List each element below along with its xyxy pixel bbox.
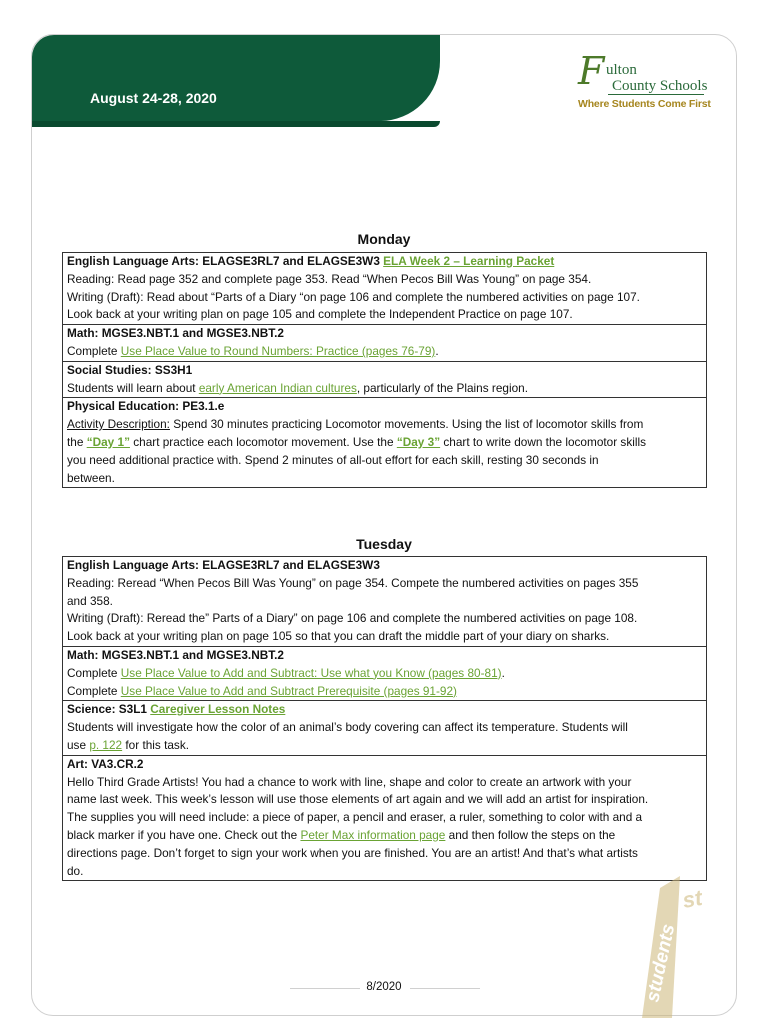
monday-social-row (63, 361, 707, 398)
monday-ela-writing-2: Look back at your writing plan on page 105 and complete the Independent Practice on page 107. (67, 307, 573, 322)
logo-divider (608, 94, 704, 95)
monday-math-prefix: Complete (67, 343, 121, 358)
tuesday-math-link-1[interactable]: Use Place Value to Add and Subtract: Use what you Know (pages 80-81) (120, 665, 502, 680)
logo-tagline: Where Students Come First (578, 98, 711, 110)
tuesday-art-subject: Art: VA3.CR.2 (67, 756, 144, 771)
tuesday-art-line5: directions page. Don’t forget to sign your work when you are finished. You are an artist! And that’s what artists (67, 845, 638, 860)
tuesday-art-line6: do. (67, 863, 84, 878)
monday-table (62, 252, 707, 488)
footer-page-label: 8/2020 (366, 981, 402, 993)
monday-math-suffix: . (435, 343, 439, 358)
tuesday-science-prefix: use (67, 737, 90, 752)
watermark-first-text: st (680, 884, 705, 913)
watermark-students-text: students (642, 922, 680, 1005)
monday-pe-day3-link[interactable]: “Day 3” (396, 434, 441, 449)
monday-math-subject: Math: MGSE3.NBT.1 and MGSE3.NBT.2 (67, 326, 284, 341)
monday-social-link[interactable]: early American Indian cultures (198, 380, 357, 395)
tuesday-science-row (63, 701, 707, 755)
tuesday-math-prefix-1: Complete (67, 665, 121, 680)
header-band (32, 35, 440, 121)
monday-pe-text2a: the (67, 434, 87, 449)
monday-ela-writing: Writing (Draft): Read about “Parts of a Diary “on page 106 and complete the numbered activities on page 107. (67, 289, 640, 304)
tuesday-art-peter-max-link[interactable]: Peter Max information page (300, 827, 446, 842)
tuesday-ela-row (63, 557, 707, 647)
tuesday-art-line4b: and then follow the steps on the (445, 827, 616, 842)
monday-pe-day1-link[interactable]: “Day 1” (86, 434, 130, 449)
tuesday-heading: Tuesday (356, 536, 412, 552)
tuesday-ela-reading-2: and 358. (67, 593, 113, 608)
tuesday-ela-writing: Writing (Draft): Reread the” Parts of a Diary” on page 106 and complete the numbered activities on page 108. (67, 611, 638, 626)
tuesday-ela-writing-2: Look back at your writing plan on page 105 so that you can draft the middle part of your diary on sharks. (67, 629, 610, 644)
monday-social-subject: Social Studies: SS3H1 (67, 362, 193, 377)
tuesday-science-line1: Students will investigate how the color of an animal’s body covering can affect its temperature. Students will (67, 720, 628, 735)
tuesday-math-subject: Math: MGSE3.NBT.1 and MGSE3.NBT.2 (67, 647, 284, 662)
tuesday-math-suffix-1: . (501, 665, 505, 680)
tuesday-table (62, 556, 707, 881)
tuesday-science-suffix: for this task. (122, 737, 189, 752)
students-first-watermark (622, 868, 712, 1018)
monday-social-prefix: Students will learn about (67, 380, 199, 395)
monday-pe-text2b: chart practice each locomotor movement. Use the (129, 434, 397, 449)
tuesday-ela-subject: English Language Arts: ELAGSE3RL7 and ELAGSE3W3 (67, 558, 380, 572)
tuesday-math-row (63, 646, 707, 700)
fulton-county-logo (578, 49, 711, 114)
logo-fulton: ulton (606, 62, 637, 78)
tuesday-science-subject: Science: S3L1 (67, 702, 151, 717)
tuesday-art-line3: The supplies you will need include: a piece of paper, a pencil and eraser, a ruler, something to color with and a (67, 810, 643, 825)
tuesday-art-line1: Hello Third Grade Artists! You had a chance to work with line, shape and color to create an artwork with your (67, 774, 632, 789)
monday-pe-text2c: chart to write down the locomotor skills (440, 434, 646, 449)
logo-county-schools: County Schools (612, 78, 708, 94)
monday-social-suffix: , particularly of the Plains region. (356, 380, 528, 395)
tuesday-art-row (63, 755, 707, 881)
monday-pe-text1: Spend 30 minutes practicing Locomotor movements. Using the list of locomotor skills from (169, 417, 644, 432)
monday-math-row (63, 325, 707, 362)
tuesday-science-link[interactable]: Caregiver Lesson Notes (150, 702, 286, 717)
tuesday-art-line4a: black marker if you have one. Check out the (67, 827, 301, 842)
week-title: August 24-28, 2020 (90, 90, 217, 106)
monday-pe-subject: Physical Education: PE3.1.e (67, 399, 225, 414)
monday-ela-reading: Reading: Read page 352 and complete page 353. Read “When Pecos Bill Was Young” on page 354. (67, 271, 592, 286)
monday-pe-text4: between. (67, 470, 115, 485)
monday-ela-row (63, 253, 707, 325)
tuesday-math-link-2[interactable]: Use Place Value to Add and Subtract Prerequisite (pages 91-92) (120, 683, 457, 698)
monday-ela-packet-link[interactable]: ELA Week 2 – Learning Packet (383, 254, 555, 268)
tuesday-art-line2: name last week. This week’s lesson will use those elements of art again and we will add an artist for inspiration. (67, 792, 649, 807)
monday-heading: Monday (357, 231, 411, 247)
monday-ela-subject: English Language Arts: ELAGSE3RL7 and ELAGSE3W3 (67, 254, 380, 268)
tuesday-ela-reading: Reading: Reread “When Pecos Bill Was Young” on page 354. Compete the numbered activities on pages 355 (67, 575, 639, 590)
tuesday-math-prefix-2: Complete (67, 683, 121, 698)
tuesday-science-page-link[interactable]: p. 122 (89, 737, 123, 752)
logo-script-letter: F (578, 49, 605, 93)
monday-math-link[interactable]: Use Place Value to Round Numbers: Practice (pages 76-79) (120, 343, 436, 358)
monday-pe-row (63, 398, 707, 488)
monday-pe-label: Activity Description: (67, 417, 170, 432)
monday-pe-text3: you need additional practice with. Spend 2 minutes of all-out effort for each skill, resting 30 seconds in (67, 452, 599, 467)
